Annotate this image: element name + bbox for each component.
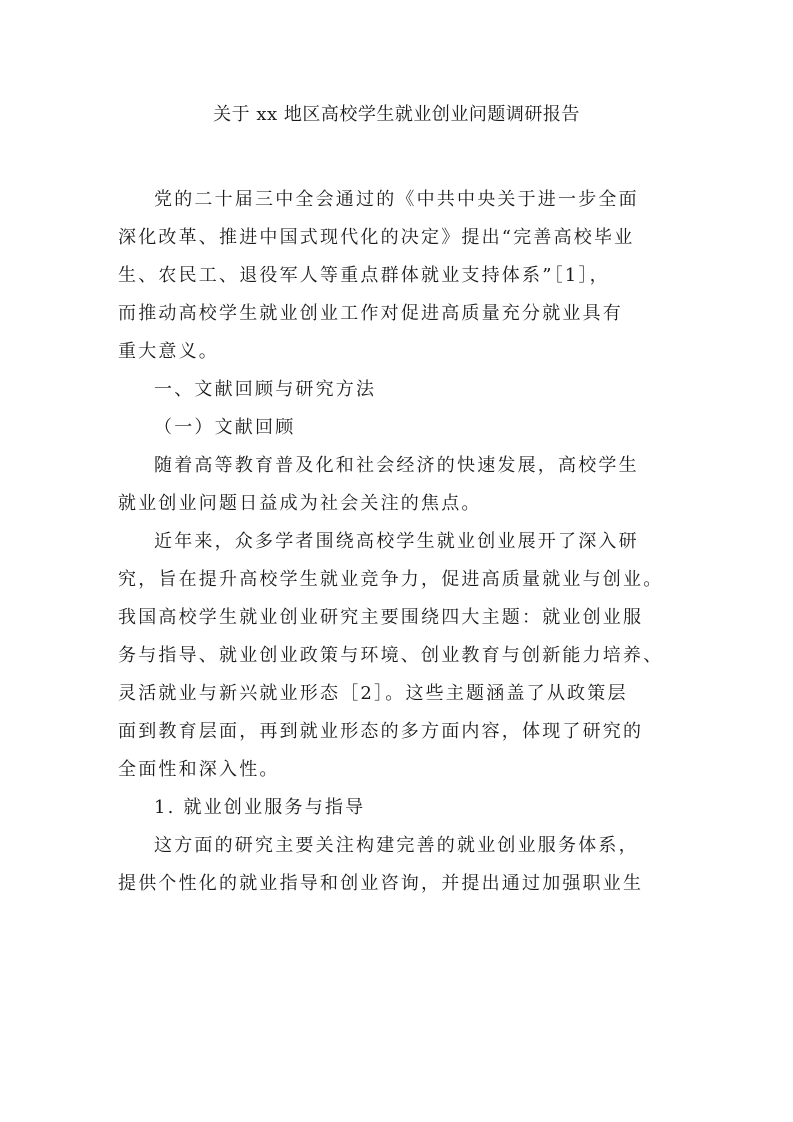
text-line: 党的二十届三中全会通过的《中共中央关于进一步全面 bbox=[154, 189, 639, 210]
text-line: 提供个性化的就业指导和创业咨询，并提出通过加强职业生 bbox=[118, 873, 644, 894]
text-line: 我国高校学生就业创业研究主要围绕四大主题：就业创业服 bbox=[118, 607, 644, 628]
document-body bbox=[118, 181, 678, 903]
text-line: 全面性和深入性。 bbox=[118, 759, 280, 780]
text-line: 灵活就业与新兴就业形态［2］。这些主题涵盖了从政策层 bbox=[118, 683, 628, 704]
text-line: 面到教育层面，再到就业形态的多方面内容，体现了研究的 bbox=[118, 721, 644, 742]
text-line: （一）文献回顾 bbox=[154, 417, 296, 438]
text-line: 生、农民工、退役军人等重点群体就业支持体系”［1］， bbox=[118, 265, 610, 286]
document-title: 关于 xx 地区高校学生就业创业问题调研报告 bbox=[213, 104, 580, 125]
text-line: 重大意义。 bbox=[118, 341, 219, 362]
text-line: 就业创业问题日益成为社会关注的焦点。 bbox=[118, 493, 482, 514]
text-line: 务与指导、就业创业政策与环境、创业教育与创新能力培养、 bbox=[118, 645, 664, 666]
text-line: 这方面的研究主要关注构建完善的就业创业服务体系， bbox=[154, 835, 639, 856]
text-line: 一、文献回顾与研究方法 bbox=[154, 379, 377, 400]
text-line: 1. 就业创业服务与指导 bbox=[154, 797, 366, 818]
text-line: 究，旨在提升高校学生就业竞争力，促进高质量就业与创业。 bbox=[118, 569, 664, 590]
text-line: 近年来，众多学者围绕高校学生就业创业展开了深入研 bbox=[154, 531, 639, 552]
text-line: 而推动高校学生就业创业工作对促进高质量充分就业具有 bbox=[118, 303, 623, 324]
text-line: 深化改革、推进中国式现代化的决定》提出“完善高校毕业 bbox=[118, 227, 635, 248]
text-line: 随着高等教育普及化和社会经济的快速发展，高校学生 bbox=[154, 455, 639, 476]
